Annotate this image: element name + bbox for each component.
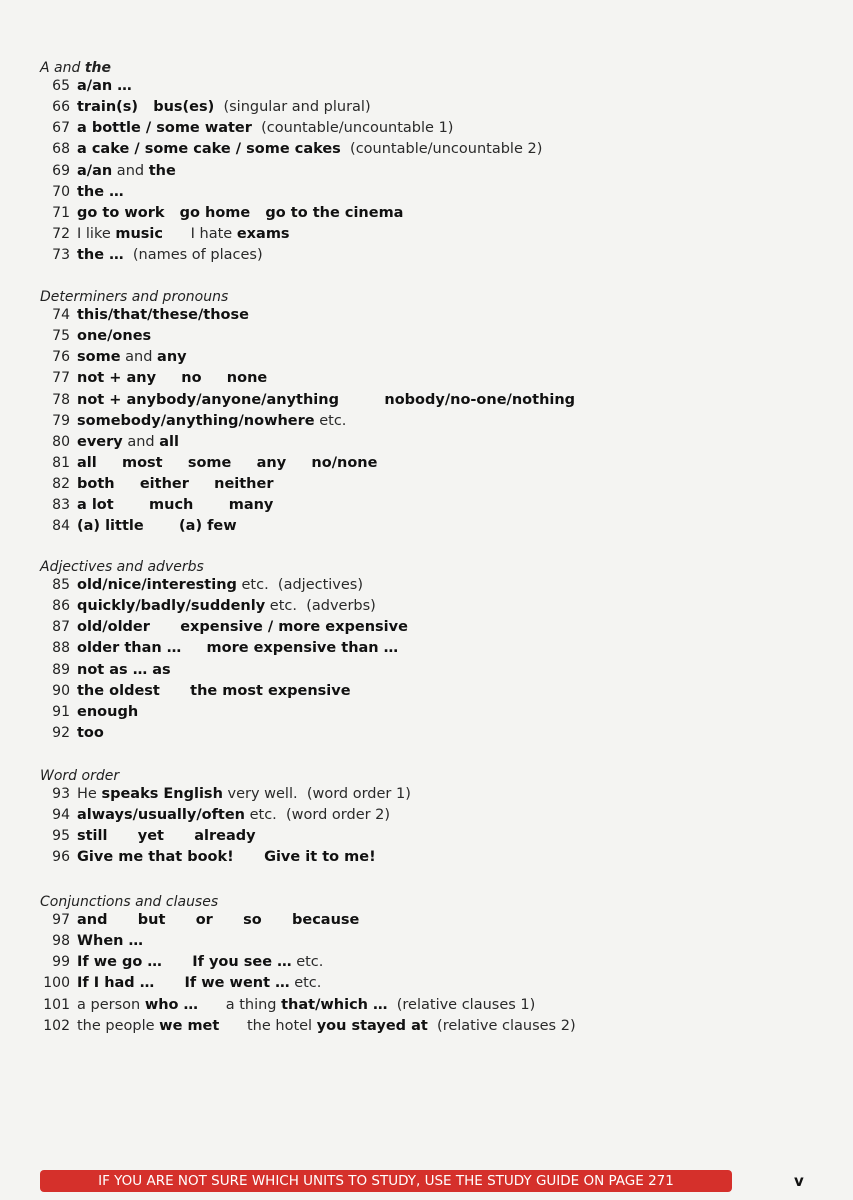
unit-number: 91 — [52, 703, 70, 720]
unit-row — [40, 828, 680, 849]
unit-title-bold: too — [77, 724, 104, 741]
unit-title — [77, 163, 176, 179]
unit-title-bold: every — [77, 433, 123, 450]
unit-row — [40, 807, 680, 828]
unit-number: 65 — [52, 78, 70, 94]
unit-title — [77, 704, 138, 720]
unit-row — [40, 725, 680, 746]
unit-title-plain: a person — [77, 996, 145, 1013]
unit-title-bold: a/an — [77, 162, 113, 179]
unit-title — [77, 849, 376, 865]
unit-row — [40, 205, 680, 226]
unit-number: 101 — [43, 996, 70, 1013]
unit-title — [77, 975, 321, 991]
unit-number: 85 — [52, 577, 70, 593]
unit-number: 74 — [52, 307, 70, 323]
unit-number: 99 — [52, 954, 70, 971]
heading-text: and — [49, 60, 85, 76]
unit-title — [77, 640, 398, 656]
unit-title-plain: (countable/uncountable 2) — [340, 141, 543, 158]
unit-title — [77, 184, 124, 200]
unit-title — [77, 370, 267, 386]
unit-title-plain: and — [120, 349, 158, 366]
unit-number: 97 — [52, 912, 70, 928]
unit-row — [40, 226, 680, 247]
unit-title-bold: a lot much many — [77, 497, 274, 514]
unit-row — [40, 99, 680, 120]
section-heading — [40, 892, 680, 912]
unit-title-bold: music — [115, 225, 163, 242]
unit-title-bold: we met — [159, 1017, 220, 1034]
unit-row — [40, 577, 680, 598]
unit-title-bold: old/nice/interesting — [77, 577, 237, 593]
unit-title — [77, 99, 371, 115]
unit-title-bold: When … — [77, 933, 144, 950]
unit-title — [77, 577, 363, 593]
unit-title — [77, 933, 143, 949]
unit-number: 84 — [52, 518, 70, 535]
section-conjunctions-and-clauses — [40, 892, 680, 1039]
unit-title — [77, 954, 323, 970]
unit-number: 75 — [52, 328, 70, 345]
section-heading — [40, 287, 680, 307]
heading-text: Word order — [40, 768, 120, 784]
section-determiners-and-pronouns — [40, 287, 680, 540]
unit-row — [40, 997, 680, 1018]
unit-title — [77, 120, 453, 136]
heading-text: the — [84, 60, 111, 76]
unit-title-plain: etc. — [291, 954, 324, 971]
unit-row — [40, 476, 680, 497]
unit-title-plain: (countable/uncountable 1) — [251, 120, 454, 137]
unit-title-plain: etc. — [289, 975, 322, 992]
unit-title-plain: (names of places) — [123, 247, 263, 264]
unit-number: 71 — [52, 204, 70, 221]
unit-number: 100 — [43, 975, 70, 992]
section-word-order — [40, 766, 680, 871]
unit-title-bold: enough — [77, 703, 139, 720]
unit-title-bold: If we go … If you see … — [77, 954, 292, 971]
unit-number: 86 — [52, 598, 70, 615]
unit-title-bold: still yet already — [77, 828, 256, 845]
unit-number: 96 — [52, 849, 70, 866]
unit-title-bold: one/ones — [77, 328, 152, 345]
unit-title-plain: etc. (adjectives) — [236, 577, 364, 593]
unit-title — [77, 205, 403, 221]
unit-title-plain: etc. (word order 2) — [244, 807, 391, 824]
unit-number: 93 — [52, 786, 70, 802]
unit-number: 81 — [52, 454, 70, 471]
unit-title-bold: a/an … — [77, 78, 132, 94]
unit-row — [40, 120, 680, 141]
unit-title-plain: very well. (word order 1) — [222, 786, 411, 802]
unit-number: 94 — [52, 807, 70, 824]
unit-title — [77, 78, 132, 94]
unit-title-plain: the people — [77, 1017, 160, 1034]
unit-title — [77, 497, 273, 513]
unit-title — [77, 786, 411, 802]
unit-title-bold: not as … as — [77, 661, 171, 678]
unit-number: 78 — [52, 391, 70, 408]
unit-number: 69 — [52, 162, 70, 179]
unit-row — [40, 518, 680, 539]
unit-title — [77, 997, 535, 1013]
unit-number: 82 — [52, 476, 70, 493]
unit-title — [77, 328, 151, 344]
unit-title-bold: always/usually/often — [77, 807, 245, 824]
unit-title — [77, 226, 290, 242]
unit-number: 92 — [52, 724, 70, 741]
unit-title-bold: all — [159, 433, 179, 450]
unit-title — [77, 598, 376, 614]
unit-row — [40, 392, 680, 413]
unit-title — [77, 807, 390, 823]
unit-title-bold: quickly/badly/suddenly — [77, 598, 266, 615]
heading-text: A — [40, 60, 50, 76]
unit-number: 83 — [52, 497, 70, 514]
section-heading — [40, 557, 680, 577]
unit-title-bold: the oldest the most expensive — [77, 682, 351, 699]
page-number: v — [794, 1172, 804, 1190]
unit-row — [40, 184, 680, 205]
unit-row — [40, 349, 680, 370]
unit-row — [40, 307, 680, 328]
unit-row — [40, 704, 680, 725]
unit-title-plain: etc. — [314, 412, 347, 429]
unit-number: 66 — [52, 99, 70, 116]
unit-row — [40, 163, 680, 184]
unit-number: 90 — [52, 682, 70, 699]
unit-title-bold: a bottle / some water — [77, 120, 252, 137]
unit-title-bold: who … — [144, 996, 199, 1013]
unit-row — [40, 328, 680, 349]
unit-title — [77, 1018, 576, 1034]
heading-text: Conjunctions and clauses — [40, 894, 219, 910]
unit-title — [77, 455, 377, 471]
unit-number: 68 — [52, 141, 70, 158]
unit-row — [40, 78, 680, 99]
unit-title — [77, 392, 575, 408]
unit-title-bold: Give me that book! Give it to me! — [77, 849, 376, 866]
unit-number: 80 — [52, 433, 70, 450]
unit-title — [77, 141, 542, 157]
unit-title-bold: the … — [77, 247, 124, 264]
unit-title-bold: If I had … If we went … — [77, 975, 290, 992]
unit-row — [40, 975, 680, 996]
unit-row — [40, 933, 680, 954]
unit-title — [77, 725, 104, 741]
unit-title — [77, 518, 237, 534]
unit-number: 73 — [52, 247, 70, 264]
unit-row — [40, 662, 680, 683]
unit-number: 70 — [52, 183, 70, 200]
unit-row — [40, 1018, 680, 1039]
unit-title-bold: not + anybody/anyone/anything nobody/no-one/nothing — [77, 391, 576, 408]
unit-title-bold: somebody/anything/nowhere — [77, 412, 315, 429]
unit-title — [77, 683, 351, 699]
unit-title-bold: not + any no none — [77, 370, 268, 387]
unit-title — [77, 434, 179, 450]
unit-title-bold: any — [157, 349, 187, 366]
unit-title — [77, 619, 408, 635]
unit-title-bold: speaks English — [101, 786, 223, 802]
unit-title-bold: the — [148, 162, 176, 179]
unit-number: 88 — [52, 640, 70, 657]
unit-number: 72 — [52, 225, 70, 242]
unit-title — [77, 476, 274, 492]
unit-title-bold: some — [77, 349, 121, 366]
unit-title-plain: I hate — [163, 225, 237, 242]
heading-text: Determiners and pronouns — [40, 289, 229, 305]
unit-row — [40, 598, 680, 619]
unit-row — [40, 619, 680, 640]
unit-number: 95 — [52, 828, 70, 845]
unit-title-plain: He — [77, 786, 102, 802]
unit-title-plain: (relative clauses 2) — [427, 1017, 576, 1034]
unit-number: 79 — [52, 412, 70, 429]
unit-title — [77, 413, 346, 429]
unit-title-bold: a cake / some cake / some cakes — [77, 141, 341, 158]
heading-text: Adjectives and adverbs — [40, 559, 204, 575]
unit-number: 87 — [52, 619, 70, 636]
unit-title-bold: old/older expensive / more expensive — [77, 619, 408, 636]
unit-title-bold: train(s) bus(es) — [77, 99, 215, 116]
section-a-and-the — [40, 58, 680, 268]
unit-title — [77, 247, 263, 263]
unit-row — [40, 640, 680, 661]
unit-number: 102 — [43, 1017, 70, 1034]
unit-title-bold: exams — [236, 225, 290, 242]
unit-title-bold: all most some any no/none — [77, 454, 378, 471]
unit-row — [40, 954, 680, 975]
unit-title-bold: go to work go home go to the cinema — [77, 204, 404, 221]
unit-title — [77, 307, 249, 323]
unit-number: 89 — [52, 661, 70, 678]
unit-title-bold: (a) little (a) few — [77, 518, 237, 535]
unit-title — [77, 912, 359, 928]
unit-row — [40, 370, 680, 391]
unit-title — [77, 662, 171, 678]
unit-row — [40, 413, 680, 434]
unit-title-bold: and but or so because — [77, 912, 360, 928]
section-adjectives-and-adverbs — [40, 557, 680, 746]
unit-title-plain: a thing — [198, 996, 282, 1013]
unit-number: 67 — [52, 120, 70, 137]
unit-row — [40, 912, 680, 933]
unit-row — [40, 455, 680, 476]
unit-title-bold: older than … more expensive than … — [77, 640, 399, 657]
unit-title-plain: and — [112, 162, 149, 179]
unit-title-bold: this/that/these/those — [77, 307, 249, 323]
unit-title-plain: (singular and plural) — [214, 99, 371, 116]
unit-title-bold: both either neither — [77, 476, 274, 493]
unit-row — [40, 141, 680, 162]
unit-number: 77 — [52, 370, 70, 387]
unit-row — [40, 247, 680, 268]
unit-title-bold: that/which … — [281, 996, 388, 1013]
unit-row — [40, 434, 680, 455]
unit-title-plain: I like — [77, 225, 116, 242]
unit-title — [77, 828, 256, 844]
section-heading — [40, 766, 680, 786]
unit-number: 76 — [52, 349, 70, 366]
unit-title-bold: you stayed at — [316, 1017, 428, 1034]
unit-row — [40, 786, 680, 807]
unit-title-plain: and — [122, 433, 160, 450]
unit-title — [77, 349, 187, 365]
unit-row — [40, 849, 680, 870]
unit-title-plain: (relative clauses 1) — [387, 996, 536, 1013]
study-guide-banner: IF YOU ARE NOT SURE WHICH UNITS TO STUDY, USE THE STUDY GUIDE ON PAGE 271 — [40, 1170, 732, 1192]
unit-title-plain: etc. (adverbs) — [265, 598, 376, 615]
unit-row — [40, 497, 680, 518]
unit-row — [40, 683, 680, 704]
unit-title-plain: the hotel — [219, 1017, 317, 1034]
unit-title-bold: the … — [77, 183, 124, 200]
unit-number: 98 — [52, 933, 70, 950]
section-heading — [40, 58, 680, 78]
